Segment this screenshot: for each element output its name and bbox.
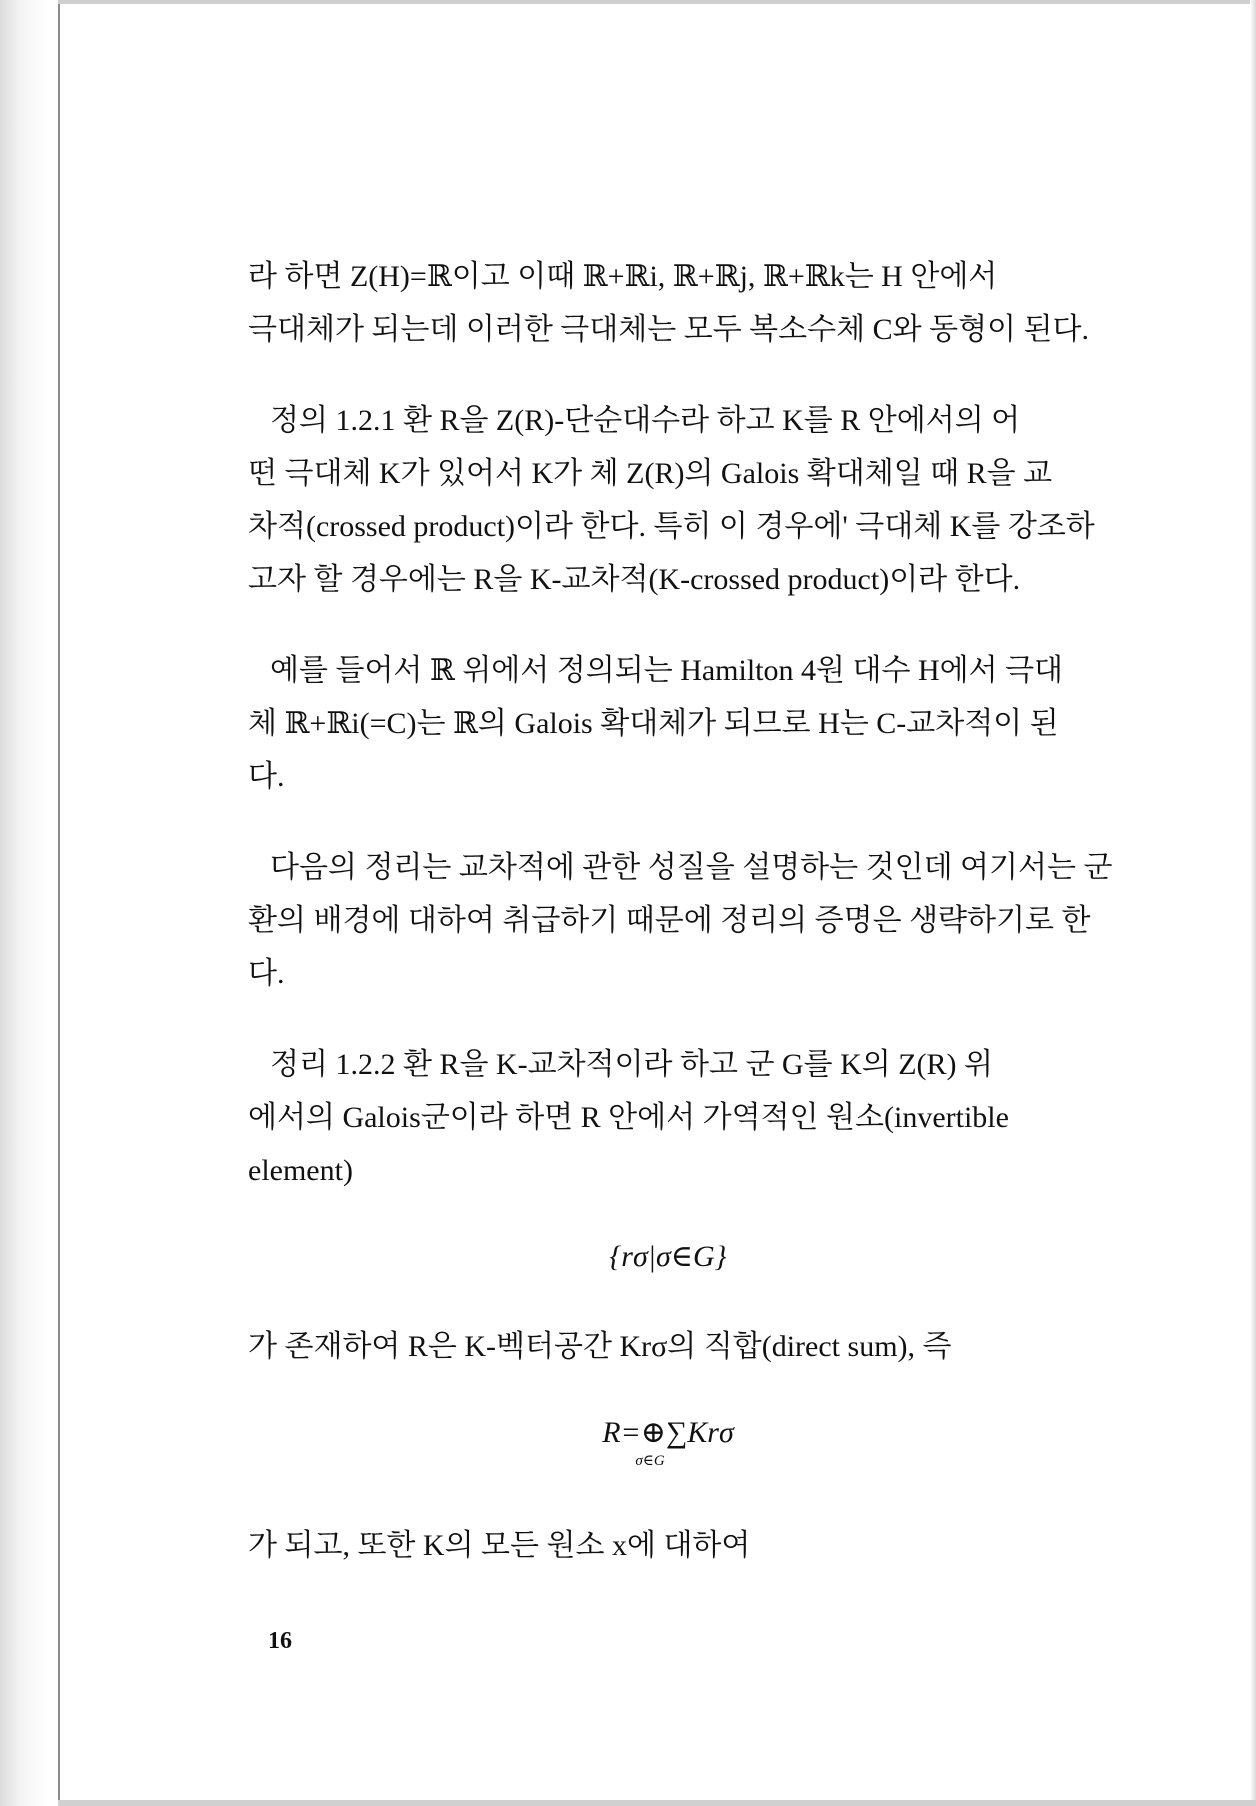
page-number: 16	[268, 1628, 292, 1654]
text-line: 환의 배경에 대하여 취급하기 때문에 정리의 증명은 생략하기로 한	[248, 904, 1091, 937]
theorem-1-2-2	[248, 1038, 1088, 1197]
text-line: 정의 1.2.1 환 R을 Z(R)-단순대수라 하고 K를 R 안에서의 어	[270, 404, 1021, 437]
formula-main: R=⊕∑Krσ	[602, 1416, 734, 1449]
text-line: 다음의 정리는 교차적에 관한 성질을 설명하는 것인데 여기서는 군	[270, 851, 1113, 884]
formula-invertible-set: {rσ|σ∈G}	[609, 1240, 727, 1273]
text-line: 가 되고, 또한 K의 모든 원소 x에 대하여	[248, 1529, 751, 1562]
theorem-intro-paragraph	[248, 841, 1113, 1000]
page-top-edge	[58, 0, 1256, 4]
paragraph-continuation	[248, 250, 1088, 356]
closing-sentence	[248, 1519, 1088, 1572]
text-line: 고자 할 경우에는 R을 K-교차적(K-crossed product)이라 한다.	[248, 563, 1021, 596]
page-right-edge	[1250, 0, 1256, 1806]
page-bottom-edge	[58, 1800, 1256, 1806]
text-line: 다.	[248, 760, 285, 793]
text-line: 가 존재하여 R은 K-벡터공간 Krσ의 직합(direct sum), 즉	[248, 1330, 952, 1363]
formula-subscript: σ∈G	[635, 1453, 665, 1469]
example-paragraph	[248, 644, 1088, 803]
page-binding-edge	[0, 0, 60, 1806]
text-line: 정리 1.2.2 환 R을 K-교차적이라 하고 군 G를 K의 Z(R) 위	[270, 1048, 994, 1081]
text-line: 다.	[248, 957, 285, 990]
definition-1-2-1	[248, 394, 1095, 606]
direct-sum-sentence	[248, 1320, 1088, 1373]
text-line: 에서의 Galois군이라 하면 R 안에서 가역적인 원소(invertible	[248, 1101, 1009, 1134]
text-line: 극대체가 되는데 이러한 극대체는 모두 복소수체 C와 동형이 된다.	[248, 313, 1089, 346]
text-line: 라 하면 Z(H)=ℝ이고 이때 ℝ+ℝi, ℝ+ℝj, ℝ+ℝk는 H 안에서	[248, 260, 998, 293]
text-line: 예를 들어서 ℝ 위에서 정의되는 Hamilton 4원 대수 H에서 극대	[270, 654, 1064, 687]
formula-direct-sum	[248, 1413, 1088, 1469]
text-line: 체 ℝ+ℝi(=C)는 ℝ의 Galois 확대체가 되므로 H는 C-교차적이 된	[248, 707, 1059, 740]
text-line: element)	[248, 1154, 353, 1187]
text-line: 떤 극대체 K가 있어서 K가 체 Z(R)의 Galois 확대체일 때 R을 교	[248, 457, 1053, 490]
page-content	[248, 250, 1113, 1572]
text-line: 차적(crossed product)이라 한다. 특히 이 경우에' 극대체 K를 강조하	[248, 510, 1095, 543]
